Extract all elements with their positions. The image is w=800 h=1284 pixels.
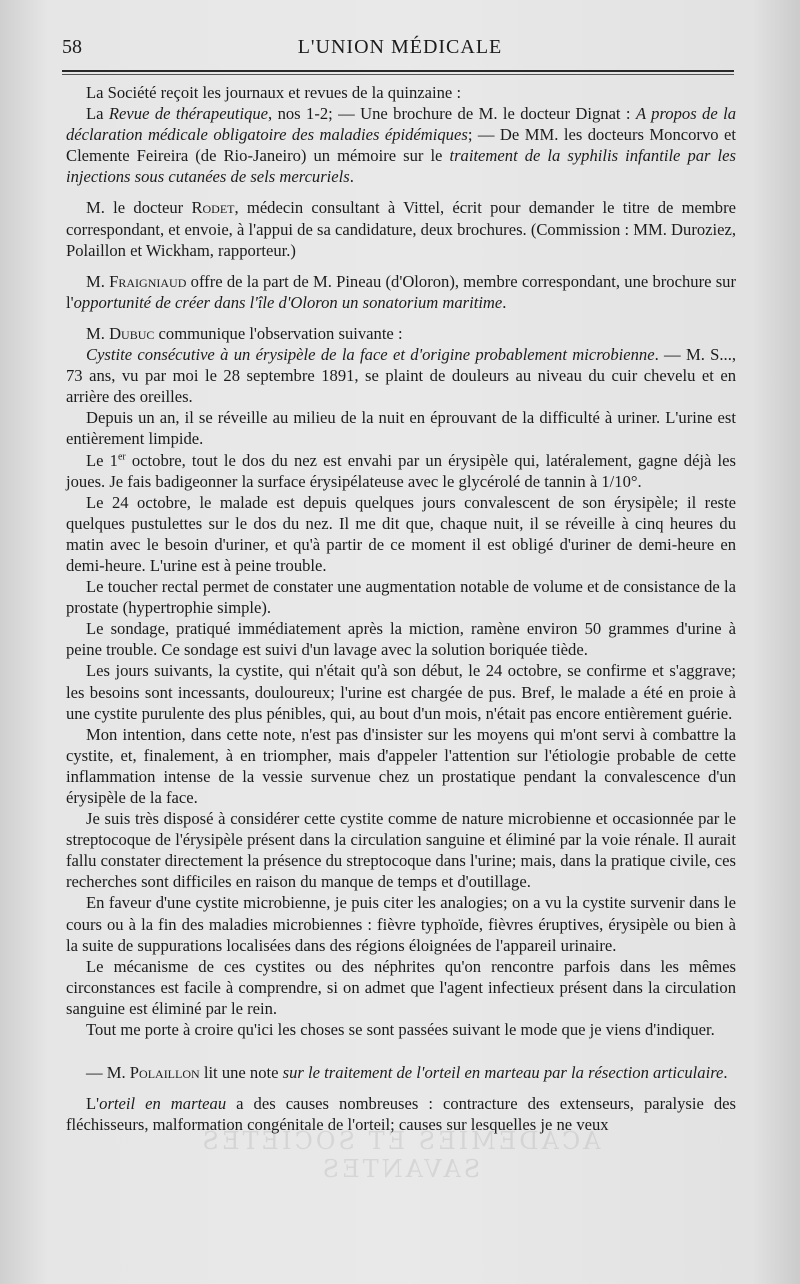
paragraph-conclusion: Tout me porte à croire qu'ici les choses se sont passées suivant le mode que je viens d'indiquer. <box>86 1020 715 1040</box>
paragraph-rectal-exam: Le toucher rectal permet de constater une augmentation notable de volume et de consistance de la prostate (hypertrophie simple). <box>66 577 736 618</box>
page-number: 58 <box>62 36 82 58</box>
paragraph-journals: La Société reçoit les journaux et revues de la quinzaine : <box>86 83 462 102</box>
paragraph-following-days: Les jours suivants, la cystite, qui n'était qu'à son début, le 24 octobre, se confirme et s'aggrave; les besoins sont incessants, douloureux; l'urine est chargée de pus. Bref, le malade a été en proie à une cystite purulente des plus pénibles, qui, au bout d'un mois, n'était pas encore entièrement guérie. <box>66 661 736 723</box>
paragraph-revue: La Revue de thérapeutique, nos 1-2; — Une brochure de M. le docteur Dignat : A propos de la déclaration médicale obligatoire des maladies épidémiques; — De MM. les docteurs Moncorvo et Clemente Feireira (de Rio-Janeiro) un mémoire sur le traitement de la syphilis infantile par les injections sous cutanées de sels mercuriels. <box>66 104 736 187</box>
paragraph-sondage: Le sondage, pratiqué immédiatement après la miction, ramène environ 50 grammes d'urine à peine trouble. Ce sondage est suivi d'un lavage avec la solution boriquée tiède. <box>66 619 736 660</box>
show-through-text: ACADÉMIES ET SOCIÉTÉS SAVANTES <box>199 1127 601 1183</box>
page-header <box>62 36 738 66</box>
paragraph-analogies: En faveur d'une cystite microbienne, je puis citer les analogies; on a vu la cystite survenir dans le cours ou à la fin des maladies microbiennes : fièvre typhoïde, fièvres éruptives, érysipèle ou bien à la suite de suppurations localisées dans des régions éloignées de l'appareil urinaire. <box>66 893 736 955</box>
article-body <box>66 82 736 1135</box>
running-title: L'UNION MÉDICALE <box>297 36 503 58</box>
paragraph-october-1: Le 1er octobre, tout le dos du nez est envahi par un érysipèle qui, latéralement, gagne déjà les joues. Je fais badigeonner la surface érysipélateuse avec le glycérolé de tannin à 1/10°. <box>66 450 736 491</box>
paragraph-history: Depuis un an, il se réveille au milieu de la nuit en éprouvant de la difficulté à uriner. L'urine est entièrement limpide. <box>66 408 736 449</box>
paragraph-orteil: L'orteil en marteau a des causes nombreuses : contracture des extenseurs, paralysie des fléchisseurs, malformation congénitale de l'orteil; causes sur lesquelles je ne veux <box>66 1094 736 1135</box>
paragraph-microbial: Je suis très disposé à considérer cette cystite comme de nature microbienne et occasionnée par le streptocoque de l'érysipèle présent dans la circulation sanguine et éliminé par la voie rénale. Il aurait fallu constater directement la présence du streptocoque dans l'urine; mais, dans la pratique civile, ces recherches sont difficiles en raison du manque de temps et d'outillage. <box>66 809 736 892</box>
paragraph-polaillon: — M. Polaillon lit une note sur le traitement de l'orteil en marteau par la résection articulaire. <box>86 1063 728 1083</box>
paragraph-observation-title: Cystite consécutive à un érysipèle de la face et d'origine probablement microbienne. — M. S..., 73 ans, vu par moi le 28 septembre 1891, se plaint de douleurs au niveau du cuir chevelu et en arrière des oreilles. <box>66 345 736 407</box>
paragraph-mechanism: Le mécanisme de ces cystites ou des néphrites qu'on rencontre parfois dans les mêmes circonstances est facile à comprendre, si on admet que l'agent infectieux présent dans la circulation sanguine est éliminé par le rein. <box>66 956 736 1018</box>
header-rule <box>62 70 734 72</box>
paragraph-fraigniaud: M. Fraigniaud offre de la part de M. Pineau (d'Oloron), membre correspondant, une brochure sur l'opportunité de créer dans l'île d'Oloron un sonatorium maritime. <box>66 271 736 312</box>
header-rule-thin <box>62 74 734 75</box>
paragraph-october-24: Le 24 octobre, le malade est depuis quelques jours convalescent de son érysipèle; il reste quelques pustulettes sur le dos du nez. Il me dit que, chaque nuit, il se réveille à cinq heures du matin avec le besoin d'uriner, et qu'à partir de ce moment il est obligé d'uriner de demi-heure en demi-heure. L'urine est à peine trouble. <box>66 492 736 575</box>
paragraph-dubuc: M. Dubuc communique l'observation suivante : <box>86 323 403 343</box>
paragraph-rodet: M. le docteur Rodet, médecin consultant à Vittel, écrit pour demander le titre de membre correspondant, et envoie, à l'appui de sa candidature, deux brochures. (Commission : MM. Duroziez, Polaillon et Wickham, rapporteur.) <box>66 198 736 260</box>
paragraph-intention: Mon intention, dans cette note, n'est pas d'insister sur les moyens qui m'ont servi à combattre la cystite, et, finalement, à en triompher, mais d'appeler l'attention sur l'étiologie probable de cette inflammation intense de la vessie survenue chez un prostatique pendant la convalescence d'un érysipèle de la face. <box>66 724 736 807</box>
